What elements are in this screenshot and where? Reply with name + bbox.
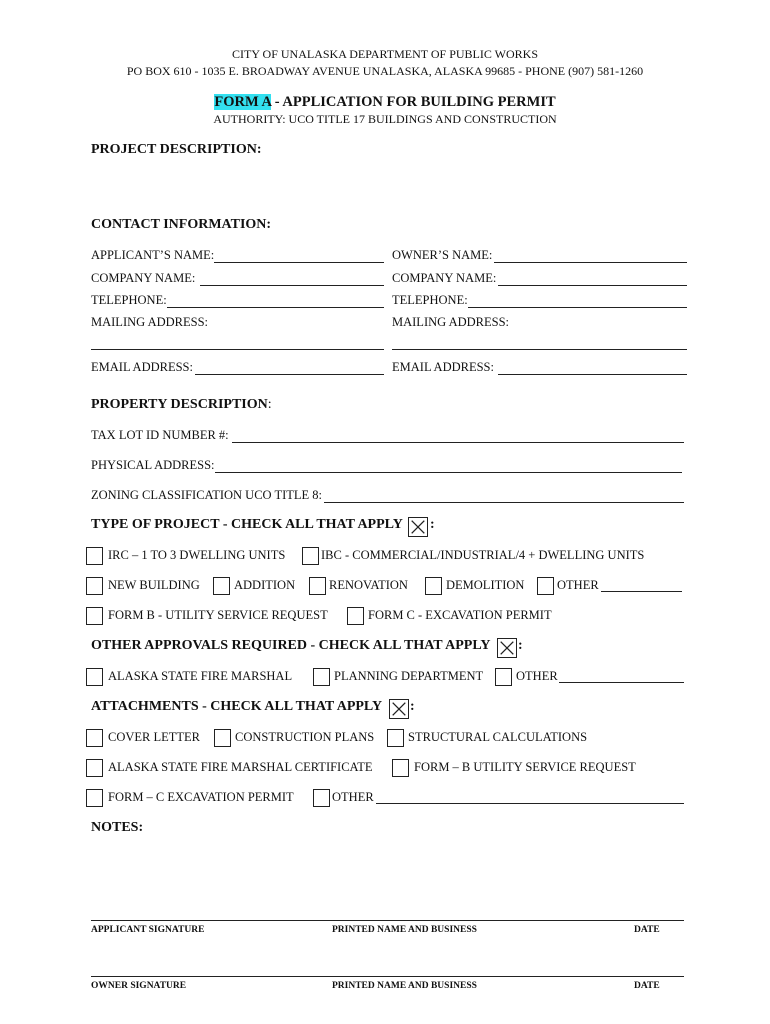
notes-heading: NOTES:: [91, 820, 144, 835]
demolition-checkbox[interactable]: [425, 577, 442, 595]
other-type-field[interactable]: [601, 591, 682, 592]
authority-line: AUTHORITY: UCO TITLE 17 BUILDINGS AND CONSTRUCTION: [213, 112, 557, 126]
applicant-email-field[interactable]: [195, 374, 384, 375]
applicant-signature-line[interactable]: [91, 920, 684, 921]
attach-other-field[interactable]: [376, 803, 684, 804]
form-c-checkbox[interactable]: [347, 607, 364, 625]
project-description-heading: PROJECT DESCRIPTION:: [91, 142, 262, 157]
other-type-label: OTHER: [557, 578, 599, 592]
renovation-label: RENOVATION: [329, 578, 408, 592]
other-approval-label: OTHER: [516, 669, 558, 683]
addition-checkbox[interactable]: [213, 577, 230, 595]
owner-email-field[interactable]: [498, 374, 687, 375]
physical-address-label: PHYSICAL ADDRESS:: [91, 458, 215, 472]
applicant-signature-label: APPLICANT SIGNATURE: [91, 925, 205, 935]
attachments-colon: :: [410, 699, 415, 714]
attach-other-checkbox[interactable]: [313, 789, 330, 807]
owner-company-label: COMPANY NAME:: [392, 271, 497, 285]
ibc-label: IBC - COMMERCIAL/INDUSTRIAL/4 + DWELLING UNITS: [321, 548, 645, 562]
checked-box-icon: [389, 699, 409, 719]
applicant-telephone-label: TELEPHONE:: [91, 293, 167, 307]
structural-calcs-label: STRUCTURAL CALCULATIONS: [408, 730, 588, 744]
fire-marshal-label: ALASKA STATE FIRE MARSHAL: [108, 669, 293, 683]
other-type-checkbox[interactable]: [537, 577, 554, 595]
irc-label: IRC – 1 TO 3 DWELLING UNITS: [108, 548, 286, 562]
addition-label: ADDITION: [234, 578, 296, 592]
planning-checkbox[interactable]: [313, 668, 330, 686]
zoning-label: ZONING CLASSIFICATION UCO TITLE 8:: [91, 488, 323, 502]
property-description-heading: PROPERTY DESCRIPTION:: [91, 397, 272, 412]
printed-name-label: PRINTED NAME AND BUSINESS: [332, 925, 477, 935]
ibc-checkbox[interactable]: [302, 547, 319, 565]
applicant-email-label: EMAIL ADDRESS:: [91, 360, 193, 374]
form-label-highlight: FORM A: [214, 94, 272, 110]
attach-form-c-checkbox[interactable]: [86, 789, 103, 807]
owner-telephone-label: TELEPHONE:: [392, 293, 468, 307]
approvals-heading: OTHER APPROVALS REQUIRED - CHECK ALL THAT APPLY: [91, 638, 491, 653]
contact-information-heading: CONTACT INFORMATION:: [91, 217, 272, 232]
approvals-colon: :: [518, 638, 523, 653]
cover-letter-label: COVER LETTER: [108, 730, 201, 744]
owner-name-label: OWNER’S NAME:: [392, 248, 493, 262]
checked-box-icon: [497, 638, 517, 658]
construction-plans-checkbox[interactable]: [214, 729, 231, 747]
applicant-company-label: COMPANY NAME:: [91, 271, 196, 285]
fire-marshal-checkbox[interactable]: [86, 668, 103, 686]
applicant-company-field[interactable]: [200, 285, 384, 286]
applicant-telephone-field[interactable]: [167, 307, 384, 308]
applicant-mailing-field[interactable]: [91, 349, 384, 350]
owner-email-label: EMAIL ADDRESS:: [392, 360, 494, 374]
structural-calcs-checkbox[interactable]: [387, 729, 404, 747]
printed-name-label: PRINTED NAME AND BUSINESS: [332, 981, 477, 991]
applicant-name-field[interactable]: [214, 262, 384, 263]
construction-plans-label: CONSTRUCTION PLANS: [235, 730, 375, 744]
fire-marshal-cert-label: ALASKA STATE FIRE MARSHAL CERTIFICATE: [108, 760, 373, 774]
header-address: PO BOX 610 - 1035 E. BROADWAY AVENUE UNALASKA, ALASKA 99685 - PHONE (907) 581-1260: [126, 64, 644, 78]
form-b-checkbox[interactable]: [86, 607, 103, 625]
form-b-label: FORM B - UTILITY SERVICE REQUEST: [108, 608, 328, 622]
owner-signature-label: OWNER SIGNATURE: [91, 981, 187, 991]
new-building-label: NEW BUILDING: [108, 578, 200, 592]
irc-checkbox[interactable]: [86, 547, 103, 565]
other-approval-field[interactable]: [559, 682, 684, 683]
owner-mailing-label: MAILING ADDRESS:: [392, 315, 510, 329]
other-approval-checkbox[interactable]: [495, 668, 512, 686]
attachments-heading: ATTACHMENTS - CHECK ALL THAT APPLY: [91, 699, 383, 714]
demolition-label: DEMOLITION: [446, 578, 525, 592]
attach-form-c-label: FORM – C EXCAVATION PERMIT: [108, 790, 294, 804]
applicant-mailing-label: MAILING ADDRESS:: [91, 315, 209, 329]
zoning-field[interactable]: [324, 502, 684, 503]
planning-label: PLANNING DEPARTMENT: [334, 669, 484, 683]
header-org: CITY OF UNALASKA DEPARTMENT OF PUBLIC WORKS: [232, 47, 538, 61]
form-title: [0, 94, 770, 111]
attach-form-b-label: FORM – B UTILITY SERVICE REQUEST: [414, 760, 636, 774]
form-title-text: - APPLICATION FOR BUILDING PERMIT: [271, 94, 556, 110]
checked-box-icon: [408, 517, 428, 537]
tax-lot-label: TAX LOT ID NUMBER #:: [91, 428, 229, 442]
owner-mailing-field[interactable]: [392, 349, 687, 350]
applicant-name-label: APPLICANT’S NAME:: [91, 248, 215, 262]
cover-letter-checkbox[interactable]: [86, 729, 103, 747]
physical-address-field[interactable]: [215, 472, 682, 473]
owner-name-field[interactable]: [494, 262, 687, 263]
owner-company-field[interactable]: [498, 285, 687, 286]
attach-form-b-checkbox[interactable]: [392, 759, 409, 777]
date-label: DATE: [634, 925, 660, 935]
date-label: DATE: [634, 981, 660, 991]
renovation-checkbox[interactable]: [309, 577, 326, 595]
project-type-colon: :: [430, 517, 435, 532]
tax-lot-field[interactable]: [232, 442, 684, 443]
fire-marshal-cert-checkbox[interactable]: [86, 759, 103, 777]
attach-other-label: OTHER: [332, 790, 374, 804]
new-building-checkbox[interactable]: [86, 577, 103, 595]
owner-telephone-field[interactable]: [468, 307, 687, 308]
owner-signature-line[interactable]: [91, 976, 684, 977]
project-type-heading: TYPE OF PROJECT - CHECK ALL THAT APPLY: [91, 517, 403, 532]
form-c-label: FORM C - EXCAVATION PERMIT: [368, 608, 552, 622]
